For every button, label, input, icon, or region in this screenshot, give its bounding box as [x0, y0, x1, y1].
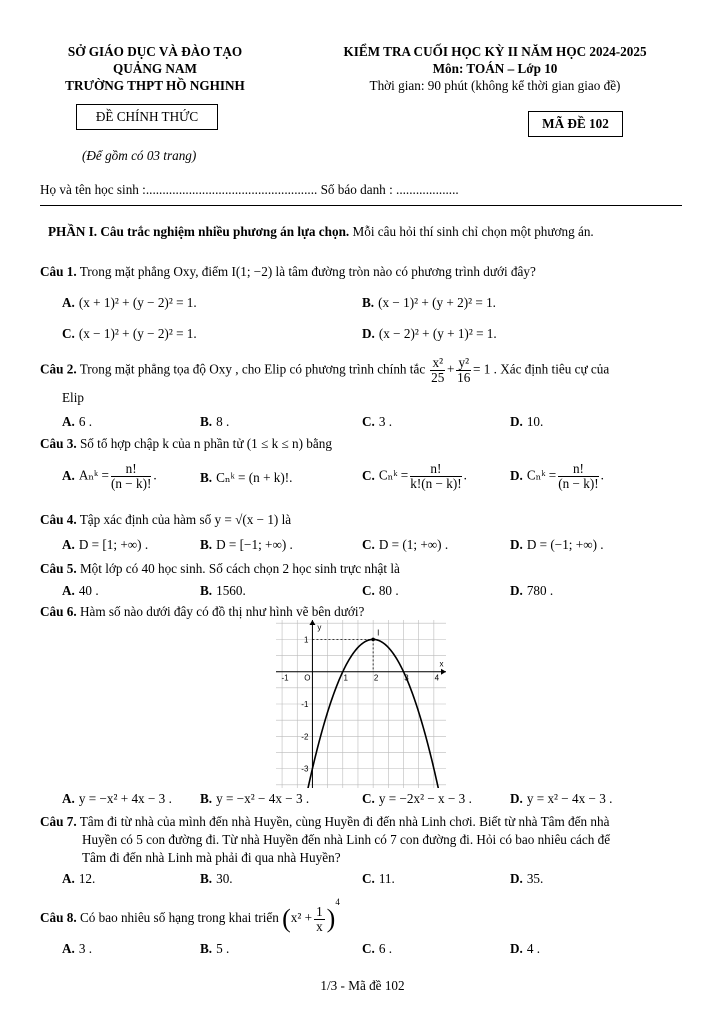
fraction: [111, 462, 151, 491]
option-letter: B.: [362, 295, 375, 310]
part1-instruction: Mỗi câu hỏi thí sinh chỉ chọn một phương án.: [349, 224, 594, 239]
question-1: [40, 264, 536, 280]
q8-option-d[interactable]: [510, 941, 540, 957]
option-letter: B.: [200, 791, 213, 806]
time-line: Thời gian: 90 phút (không kể thời gian giao đề): [369, 78, 621, 93]
official-label: ĐỀ CHÍNH THỨC: [95, 109, 199, 124]
fraction-numerator: n!: [410, 462, 461, 477]
question-text: Trong mặt phẳng tọa độ Oxy , cho Elip có phương trình chính tắc: [79, 361, 426, 377]
question-label: Câu 7.: [40, 814, 77, 829]
option-letter: B.: [200, 414, 213, 429]
fraction: [410, 462, 461, 491]
option-text: y = −x² + 4x − 3 .: [78, 791, 172, 806]
fraction-denominator: k!(n − k)!: [410, 476, 462, 491]
q3-option-c[interactable]: C. Cₙᵏ = $\frac{n!}{k!(n - k)!}$ .: [362, 461, 467, 491]
q8-option-c[interactable]: [362, 941, 392, 957]
x-tick-label: 3: [404, 673, 409, 683]
q4-option-d[interactable]: [510, 537, 604, 553]
x-axis-arrow: [441, 669, 446, 675]
option-letter: B.: [200, 470, 213, 485]
option-letter: B.: [200, 537, 213, 552]
option-text: Cₙᵏ = (n + k)!.: [216, 470, 293, 485]
q7-option-b[interactable]: [200, 871, 233, 887]
y-axis-label: y: [317, 623, 322, 632]
part1-title: PHẦN I. Câu trắc nghiệm nhiều phương án lựa chọn.: [48, 224, 350, 239]
option-text: 3 .: [378, 414, 393, 429]
question-3: [40, 436, 332, 452]
dept-name: SỞ GIÁO DỤC VÀ ĐÀO TẠO: [67, 44, 243, 59]
option-letter: D.: [510, 941, 523, 956]
question-7-line3: Tâm đi đến nhà Linh mà phải đi qua nhà Huyền?: [82, 850, 341, 865]
option-letter: D.: [510, 871, 523, 886]
y-tick-label: -2: [301, 732, 309, 742]
option-text: D = (−1; +∞) .: [526, 537, 604, 552]
q5-option-a[interactable]: [62, 583, 99, 599]
q4-option-a[interactable]: [62, 537, 148, 553]
option-letter: C.: [362, 941, 375, 956]
option-text: Aₙᵏ =: [78, 467, 109, 483]
option-text: 780 .: [526, 583, 554, 598]
question-label: Câu 1.: [40, 264, 77, 279]
q7-option-d[interactable]: [510, 871, 543, 887]
fraction-denominator: 25: [431, 370, 445, 385]
option-letter: A.: [62, 467, 75, 483]
x-tick-label: 2: [373, 673, 379, 683]
question-6: [40, 604, 364, 620]
province-name: QUẢNG NAM: [113, 61, 197, 76]
question-text: Trong mặt phẳng Oxy, điểm I(1; −2) là tâm đường tròn nào có phương trình dưới đây?: [79, 264, 536, 279]
q1-option-b[interactable]: [362, 295, 496, 311]
option-letter: A.: [62, 583, 75, 598]
question-7: [40, 814, 609, 830]
q6-option-a[interactable]: [62, 791, 172, 807]
option-text: 8 .: [216, 414, 230, 429]
option-text: 80 .: [378, 583, 399, 598]
option-letter: A.: [62, 537, 75, 552]
q7-option-c[interactable]: [362, 871, 395, 887]
fraction-denominator: x: [316, 918, 323, 934]
option-text: (x − 2)² + (y + 1)² = 1.: [378, 326, 497, 341]
option-letter: A.: [62, 941, 75, 956]
q2-option-d[interactable]: [510, 414, 543, 430]
question-text: Hàm số nào dưới đây có đồ thị như hình vẽ bên dưới?: [79, 604, 365, 619]
exponent: 4: [335, 896, 340, 907]
option-text: 11.: [378, 871, 395, 886]
question-label: Câu 4.: [40, 512, 77, 527]
option-text: 6 .: [378, 941, 393, 956]
q2-option-c[interactable]: [362, 414, 392, 430]
option-letter: D.: [510, 414, 523, 429]
fraction-numerator: n!: [111, 462, 151, 477]
x-axis-label: x: [439, 659, 444, 669]
fraction: [430, 356, 445, 385]
q3-option-a[interactable]: A. Aₙᵏ = $\frac{n!}{(n - k)!}$ .: [62, 461, 157, 491]
q5-option-b[interactable]: [200, 583, 246, 599]
fraction-denominator: 16: [457, 370, 471, 385]
q5-option-d[interactable]: [510, 583, 553, 599]
vertex-label: I: [377, 628, 380, 638]
option-text: 30.: [216, 871, 233, 886]
option-letter: C.: [362, 583, 375, 598]
question-2-line2: Elip: [62, 390, 84, 405]
graph-labels: [282, 623, 444, 774]
option-text: Cₙᵏ =: [526, 467, 557, 483]
option-letter: B.: [200, 583, 213, 598]
question-label: Câu 2.: [40, 361, 77, 377]
question-text-cont: = 1 . Xác định tiêu cự của: [473, 361, 610, 377]
question-text: Tâm đi từ nhà của mình đến nhà Huyền, cùng Huyền đi đến nhà Linh chơi. Biết từ nhà Tâm đến nhà: [79, 814, 610, 829]
option-letter: D.: [362, 326, 375, 341]
exam-code-box: [528, 111, 623, 137]
x-tick-label: -1: [281, 673, 289, 683]
pages-note: (Để gồm có 03 trang): [82, 148, 197, 163]
option-text: y = x² − 4x − 3 .: [526, 791, 613, 806]
fraction-denominator: (n − k)!: [110, 476, 152, 491]
q1-option-d[interactable]: [362, 326, 497, 342]
subject-line: Môn: TOÁN – Lớp 10: [432, 61, 558, 76]
option-text: 12.: [78, 871, 96, 886]
exam-code: MÃ ĐỀ 102: [542, 116, 609, 131]
option-letter: C.: [362, 414, 375, 429]
option-letter: C.: [362, 791, 375, 806]
y-axis-arrow: [309, 620, 315, 625]
option-text: D = [−1; +∞) .: [216, 537, 293, 552]
q5-option-c[interactable]: [362, 583, 399, 599]
question-7-line2: Huyền có 5 con đường đi. Từ nhà Huyền đến nhà Linh có 7 con đường đi. Hỏi có bao nhiêu cách để: [82, 832, 611, 847]
divider: [40, 205, 682, 206]
fraction-numerator: 1: [316, 903, 323, 919]
q3-option-d[interactable]: D. Cₙᵏ = $\frac{n!}{(n - k)!}$ .: [510, 461, 604, 491]
option-letter: C.: [362, 537, 375, 552]
part1-heading: [48, 224, 594, 240]
q6-option-d[interactable]: [510, 791, 612, 807]
q8-option-a[interactable]: [62, 941, 92, 957]
option-letter: A.: [62, 414, 75, 429]
q7-option-a[interactable]: [62, 871, 95, 887]
option-text: y = −2x² − x − 3 .: [378, 791, 472, 806]
fraction-denominator: (n − k)!: [558, 476, 599, 491]
question-text: Số tổ hợp chập k của n phần tử (1 ≤ k ≤ n) bằng: [79, 436, 332, 451]
school-name: TRƯỜNG THPT HỒ NGHINH: [65, 78, 245, 93]
option-letter: D.: [510, 583, 523, 598]
q6-option-b[interactable]: [200, 791, 309, 807]
question-label: Câu 5.: [40, 561, 77, 576]
fraction-numerator: y²: [458, 355, 470, 370]
option-text: D = [1; +∞) .: [78, 537, 149, 552]
y-tick-label: -3: [301, 764, 309, 774]
fraction: [314, 905, 325, 934]
question-label: Câu 6.: [40, 604, 77, 619]
option-letter: B.: [200, 871, 213, 886]
parabola-graph: [276, 620, 446, 788]
question-label: Câu 8.: [40, 910, 77, 926]
option-text: (x + 1)² + (y − 2)² = 1.: [78, 295, 197, 310]
option-text: 5 .: [216, 941, 230, 956]
q3-option-b[interactable]: [200, 470, 292, 486]
question-5: [40, 561, 400, 577]
question-4: [40, 512, 291, 528]
fraction: [558, 462, 598, 491]
option-letter: D.: [510, 467, 523, 483]
x-tick-label: 1: [343, 673, 349, 683]
option-letter: A.: [62, 295, 75, 310]
option-text: (x − 1)² + (y − 2)² = 1.: [78, 326, 197, 341]
option-text: 40 .: [78, 583, 99, 598]
q1-option-c[interactable]: [62, 326, 197, 342]
option-text: D = (1; +∞) .: [378, 537, 449, 552]
fraction-numerator: x²: [432, 355, 444, 370]
question-text: Một lớp có 40 học sinh. Số cách chọn 2 học sinh trực nhật là: [79, 561, 400, 576]
exam-title: KIỂM TRA CUỐI HỌC KỲ II NĂM HỌC 2024-2025: [343, 44, 647, 59]
option-letter: A.: [62, 791, 75, 806]
option-letter: A.: [62, 871, 75, 886]
page-footer: 1/3 - Mã đề 102: [320, 978, 405, 993]
option-letter: D.: [510, 537, 523, 552]
q6-option-c[interactable]: [362, 791, 472, 807]
q2-option-b[interactable]: [200, 414, 229, 430]
expression: x² +: [290, 910, 313, 926]
student-info-line: Họ và tên học sinh :.................................................... Số báo danh : ...................: [40, 182, 459, 197]
option-text: Cₙᵏ =: [378, 467, 409, 483]
q2-option-a[interactable]: [62, 414, 92, 430]
question-2: Câu 2. Trong mặt phẳng tọa độ Oxy , cho Elip có phương trình chính tắc $\frac{\text{x²}}{25}$ + $\frac{\text{y²}}{16}$ = 1 . Xác định tiêu cự của: [40, 355, 610, 385]
fraction-numerator: n!: [558, 462, 598, 477]
y-tick-label: 1: [303, 635, 309, 645]
option-text: 4 .: [526, 941, 541, 956]
official-box: [76, 104, 218, 130]
option-text: 1560.: [216, 583, 246, 598]
question-text: Có bao nhiêu số hạng trong khai triển: [79, 910, 279, 926]
option-text: y = −x² − 4x − 3 .: [216, 791, 310, 806]
option-text: 35.: [526, 871, 544, 886]
option-letter: C.: [62, 326, 75, 341]
q8-option-b[interactable]: [200, 941, 229, 957]
origin-label: O: [304, 673, 311, 683]
option-text: 6 .: [78, 414, 93, 429]
option-letter: D.: [510, 791, 523, 806]
option-letter: B.: [200, 941, 213, 956]
option-letter: C.: [362, 467, 375, 483]
q1-option-a[interactable]: [62, 295, 197, 311]
option-letter: C.: [362, 871, 375, 886]
q4-option-c[interactable]: [362, 537, 448, 553]
option-text: 3 .: [78, 941, 93, 956]
q4-option-b[interactable]: [200, 537, 293, 553]
x-tick-label: 4: [434, 673, 440, 683]
question-text: Tập xác định của hàm số y = √(x − 1) là: [79, 512, 292, 527]
option-text: 10.: [526, 414, 544, 429]
y-tick-label: -1: [301, 700, 309, 709]
question-8: Câu 8. Có bao nhiêu số hạng trong khai triển (x² + $\frac{1}{x}$ )$^4$: [40, 896, 340, 934]
fraction: [456, 356, 471, 385]
question-label: Câu 3.: [40, 436, 77, 451]
option-text: (x − 1)² + (y + 2)² = 1.: [378, 295, 496, 310]
